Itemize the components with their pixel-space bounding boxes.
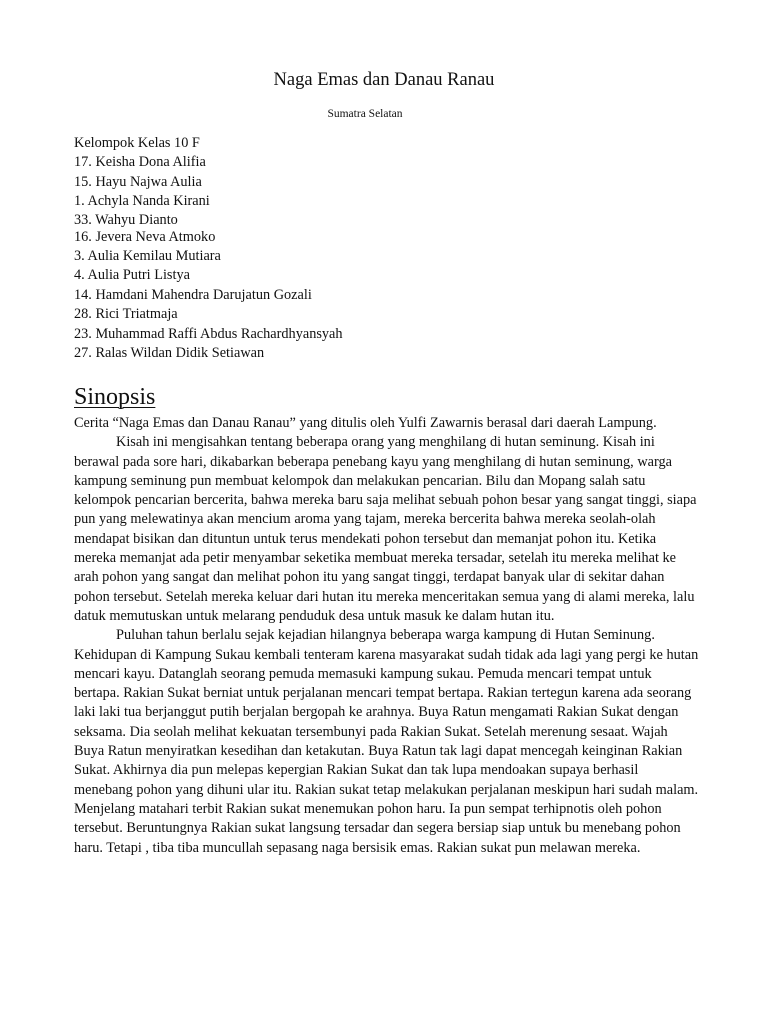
synopsis-paragraph: Cerita “Naga Emas dan Danau Ranau” yang ditulis oleh Yulfi Zawarnis berasal dari daerah Lampung. (74, 415, 657, 431)
section-heading-sinopsis: Sinopsis (74, 384, 156, 410)
group-member-line: 4. Aulia Putri Listya (74, 267, 190, 284)
synopsis-paragraph: Kisah ini mengisahkan tentang beberapa orang yang menghilang di hutan seminung. Kisah ini berawal pada sore hari, dikabarkan beberapa penebang kayu yang menghilang di hutan seminung, warga kampung seminung pun membuat kelompok dan melakukan pencarian. Bilu dan Mopang salah satu kelompok pencarian bercerita, bahwa mereka baru saja melihat sebuah pohon besar yang sangat tinggi, siapa pun yang melewatinya akan mencium aroma yang tajam, mereka bercerita bahwa mereka seolah-olah mendapat bisikan dan dituntun untuk terus mendekati pohon tersebut dan memanjat pohon itu. Ketika mereka memanjat ada petir menyambar seketika membuat mereka tersadar, setelah itu mereka melihat ke arah pohon yang sangat dan melihat pohon itu yang sangat tinggi, terdapat banyak ular di sekitar dahan pohon tersebut. Setelah mereka keluar dari hutan itu mereka menceritakan semua yang di alami mereka, lalu datuk memutuskan untuk melarang penduduk desa untuk masuk ke dalam hutan itu. (74, 434, 697, 624)
synopsis-paragraph: Puluhan tahun berlalu sejak kejadian hilangnya beberapa warga kampung di Hutan Seminung. Kehidupan di Kampung Sukau kembali tenteram karena masyarakat sudah tidak ada lagi yang pergi ke hutan mencari kayu. Datanglah seorang pemuda memasuki kampung sukau. Pemuda mencari tempat untuk bertapa. Rakian Sukat berniat untuk perjalanan mencari tempat bertapa. Rakian tertegun karena ada seorang laki laki tua berjanggut putih berjalan bergopah ke arahnya. Buya Ratun mengamati Rakian Sukat dengan seksama. Dia seolah melihat kekuatan tersembunyi pada Rakian Sukat. Setelah merenung sesaat. Wajah Buya Ratun menyiratkan kesedihan dan ketakutan. Buya Ratun tak lagi dapat mencegah keinginan Rakian Sukat. Akhirnya dia pun melepas kepergian Rakian Sukat dan tak lupa mendoakan supaya berhasil menebang pohon yang dihuni ular itu. Rakian sukat tetap melakukan perjalanan meskipun hari sudah malam. Menjelang matahari terbit Rakian sukat menemukan pohon haru. Ia pun sempat terhipnotis oleh pohon tersebut. Beruntungnya Rakian sukat langsung tersadar dan segera bersiap siap untuk bu menebang pohon haru. Tetapi , tiba tiba muncullah sepasang naga bersisik emas. Rakian sukat pun melawan mereka. (74, 627, 699, 856)
group-member-line: 33. Wahyu Dianto (74, 211, 178, 228)
group-class-line: Kelompok Kelas 10 F (74, 135, 200, 151)
document-subtitle: Sumatra Selatan (327, 108, 403, 120)
synopsis-body (74, 414, 699, 858)
group-member-line: 23. Muhammad Raffi Abdus Rachardhyansyah (74, 325, 343, 342)
group-member-line: 27. Ralas Wildan Didik Setiawan (74, 345, 265, 362)
group-member-line: 28. Rici Triatmaja (74, 306, 178, 323)
group-member-list (74, 134, 694, 363)
document-title: Naga Emas dan Danau Ranau (273, 70, 495, 90)
group-member-line: 15. Hayu Najwa Aulia (74, 173, 202, 190)
group-member-line: 17. Keisha Dona Alifia (74, 154, 206, 171)
group-member-line: 3. Aulia Kemilau Mutiara (74, 248, 221, 265)
group-member-line: 14. Hamdani Mahendra Darujatun Gozali (74, 286, 312, 303)
group-member-line: 16. Jevera Neva Atmoko (74, 228, 216, 245)
group-member-line: 1. Achyla Nanda Kirani (74, 193, 210, 210)
